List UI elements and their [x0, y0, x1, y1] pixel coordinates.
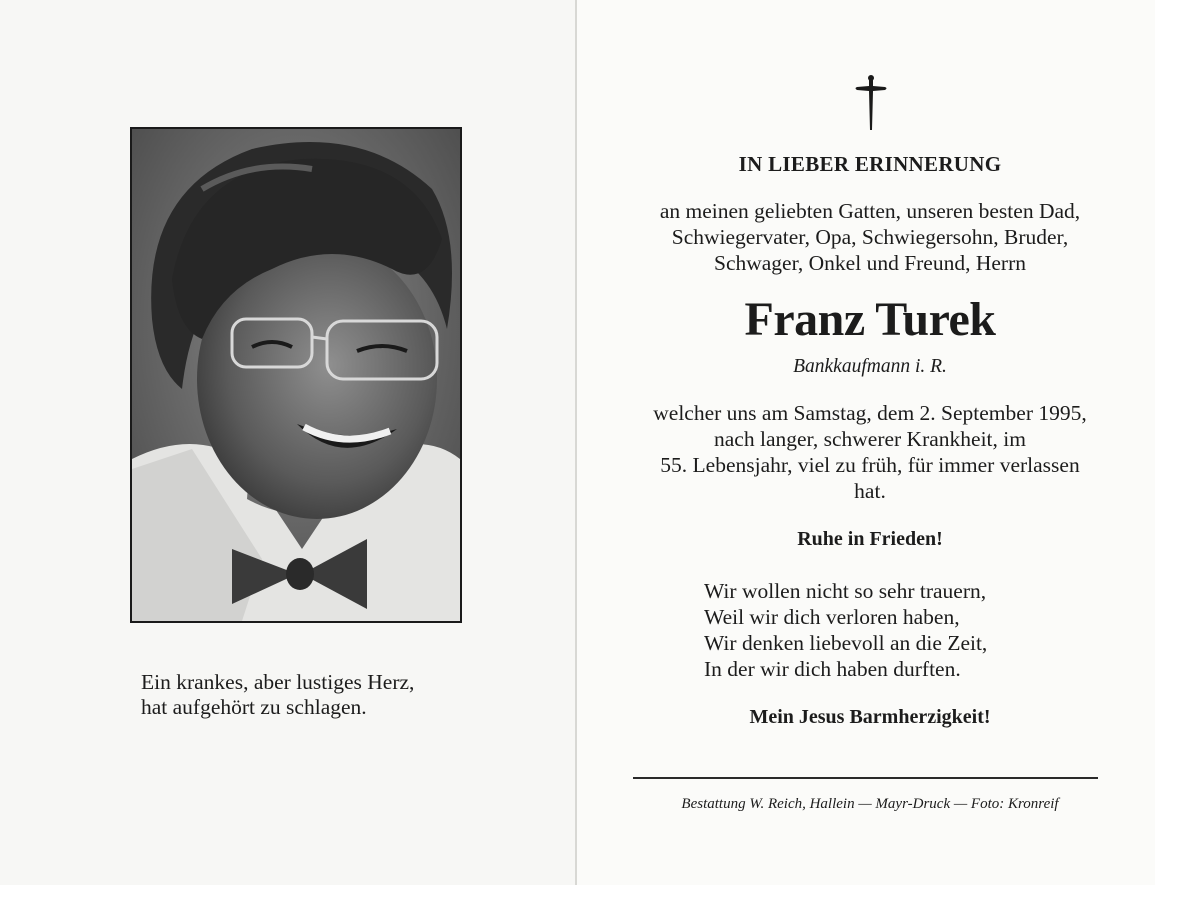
deceased-name: Franz Turek	[744, 293, 996, 346]
death-notice-text: welcher uns am Samstag, dem 2. September 1995, nach langer, schwerer Krankheit, im 55. Lebensjahr, viel zu früh, für immer verlassen hat.	[653, 401, 1087, 503]
credits-footer: Bestattung W. Reich, Hallein — Mayr-Druck — Foto: Kronreif	[681, 796, 1059, 812]
divider-line	[633, 777, 1098, 779]
scan-margin	[1155, 0, 1200, 885]
rest-in-peace: Ruhe in Frieden!	[797, 528, 943, 550]
profession: Bankkaufmann i. R.	[793, 356, 947, 377]
left-page	[0, 0, 575, 885]
memorial-heading: IN LIEBER ERINNERUNG	[738, 152, 1002, 176]
left-caption: Ein krankes, aber lustiges Herz, hat aufgehört zu schlagen.	[141, 670, 415, 719]
closing-prayer: Mein Jesus Barmherzigkeit!	[749, 706, 991, 728]
portrait-illustration	[132, 129, 460, 621]
cross-icon	[853, 74, 889, 132]
intro-text: an meinen geliebten Gatten, unseren besten Dad, Schwiegervater, Opa, Schwiegersohn, Bruder, Schwager, Onkel und Freund, Herrn	[659, 199, 1081, 275]
poem: Wir wollen nicht so sehr trauern, Weil wir dich verloren haben, Wir denken liebevoll an die Zeit, In der wir dich haben durften.	[704, 579, 988, 681]
portrait-photo	[130, 127, 462, 623]
